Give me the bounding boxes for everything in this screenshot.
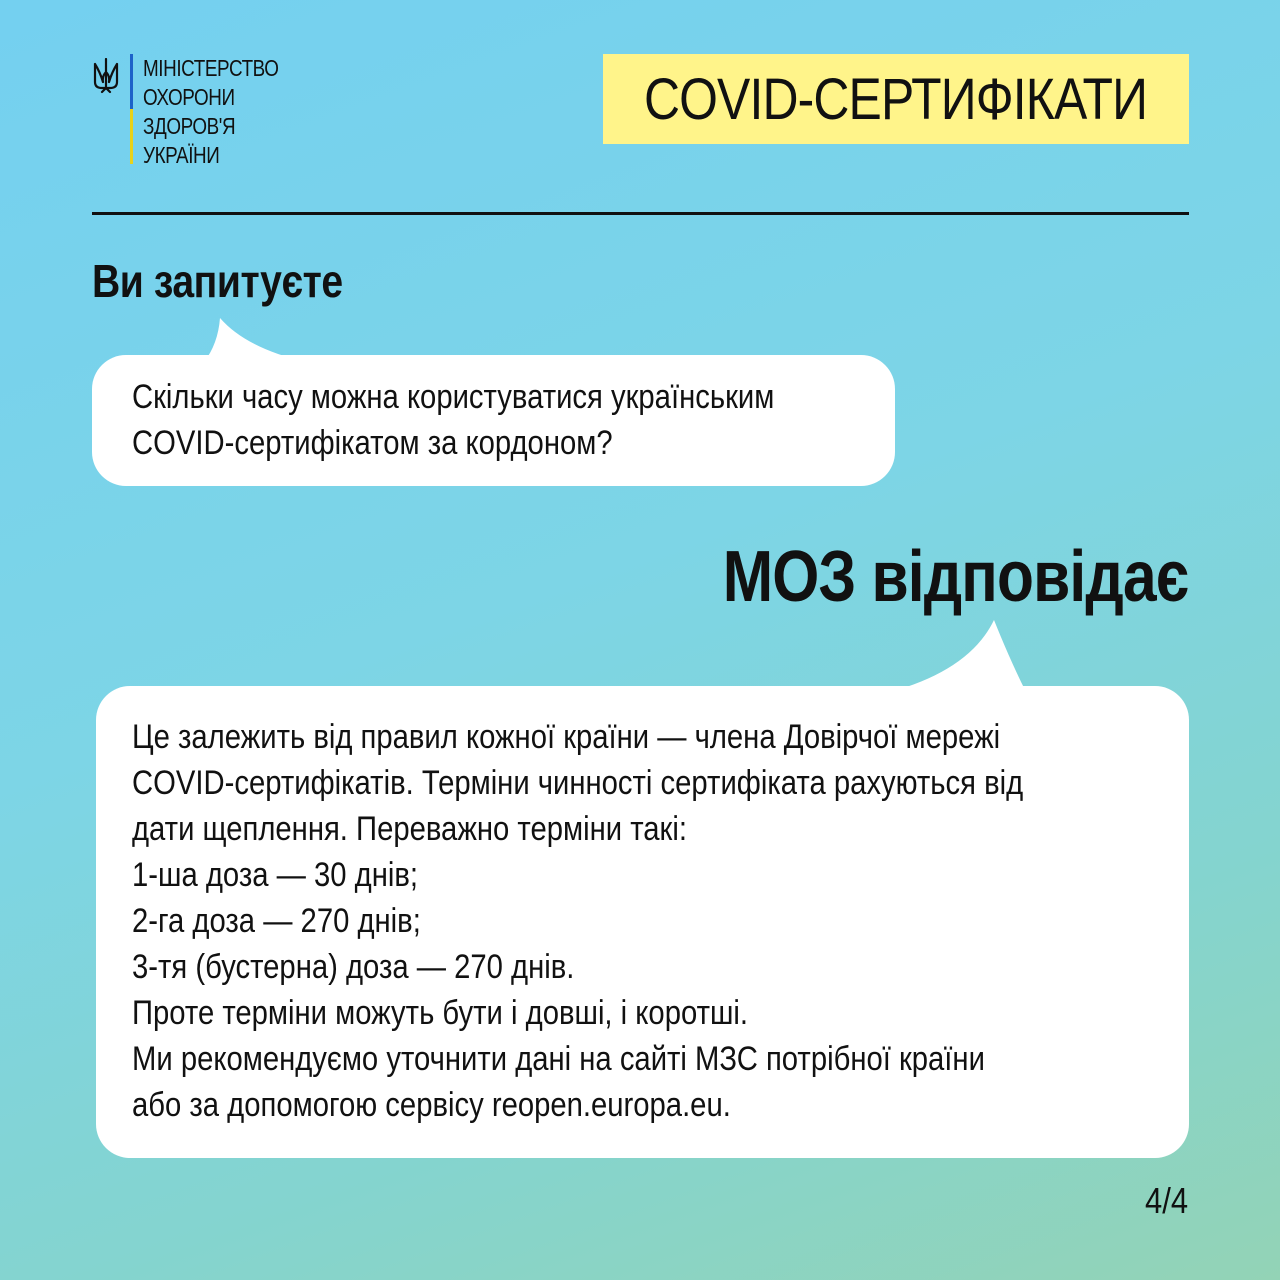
answer-heading: МОЗ відповідає bbox=[722, 537, 1188, 617]
answer-text bbox=[132, 714, 1023, 1128]
logo-line: МІНІСТЕРСТВО bbox=[143, 55, 279, 81]
answer-line: 3-тя (бустерна) доза — 270 днів. bbox=[132, 948, 575, 986]
answer-line: дати щеплення. Переважно терміни такі: bbox=[132, 810, 687, 848]
answer-bubble-tail bbox=[890, 620, 1030, 692]
trident-icon bbox=[92, 58, 120, 94]
answer-line: 1-ша доза — 30 днів; bbox=[132, 856, 419, 894]
logo-line: ЗДОРОВ'Я bbox=[143, 113, 236, 139]
question-text bbox=[132, 374, 774, 466]
answer-line: або за допомогою сервісу reopen.europa.eu. bbox=[132, 1086, 731, 1124]
ministry-logo bbox=[92, 54, 308, 170]
logo-line: ОХОРОНИ bbox=[143, 84, 235, 110]
logo-divider bbox=[130, 54, 133, 164]
header-divider bbox=[92, 212, 1189, 215]
question-line: Скільки часу можна користуватися українським bbox=[132, 378, 775, 416]
answer-line: 2-га доза — 270 днів; bbox=[132, 902, 421, 940]
logo-line: УКРАЇНИ bbox=[143, 142, 220, 168]
answer-line: Проте терміни можуть бути і довші, і коротші. bbox=[132, 994, 749, 1032]
answer-line: COVID-сертифікатів. Терміни чинності сертифіката рахуються від bbox=[132, 764, 1024, 802]
title-banner bbox=[603, 54, 1189, 144]
answer-line: Ми рекомендуємо уточнити дані на сайті МЗС потрібної країни bbox=[132, 1040, 985, 1078]
logo-text bbox=[143, 54, 278, 170]
page-title: COVID-СЕРТИФІКАТИ bbox=[644, 66, 1148, 132]
page-indicator: 4/4 bbox=[1144, 1180, 1188, 1221]
question-line: COVID-сертифікатом за кордоном? bbox=[132, 424, 613, 462]
question-heading: Ви запитуєте bbox=[92, 255, 343, 307]
answer-line: Це залежить від правил кожної країни — члена Довірчої мережі bbox=[132, 718, 1001, 756]
